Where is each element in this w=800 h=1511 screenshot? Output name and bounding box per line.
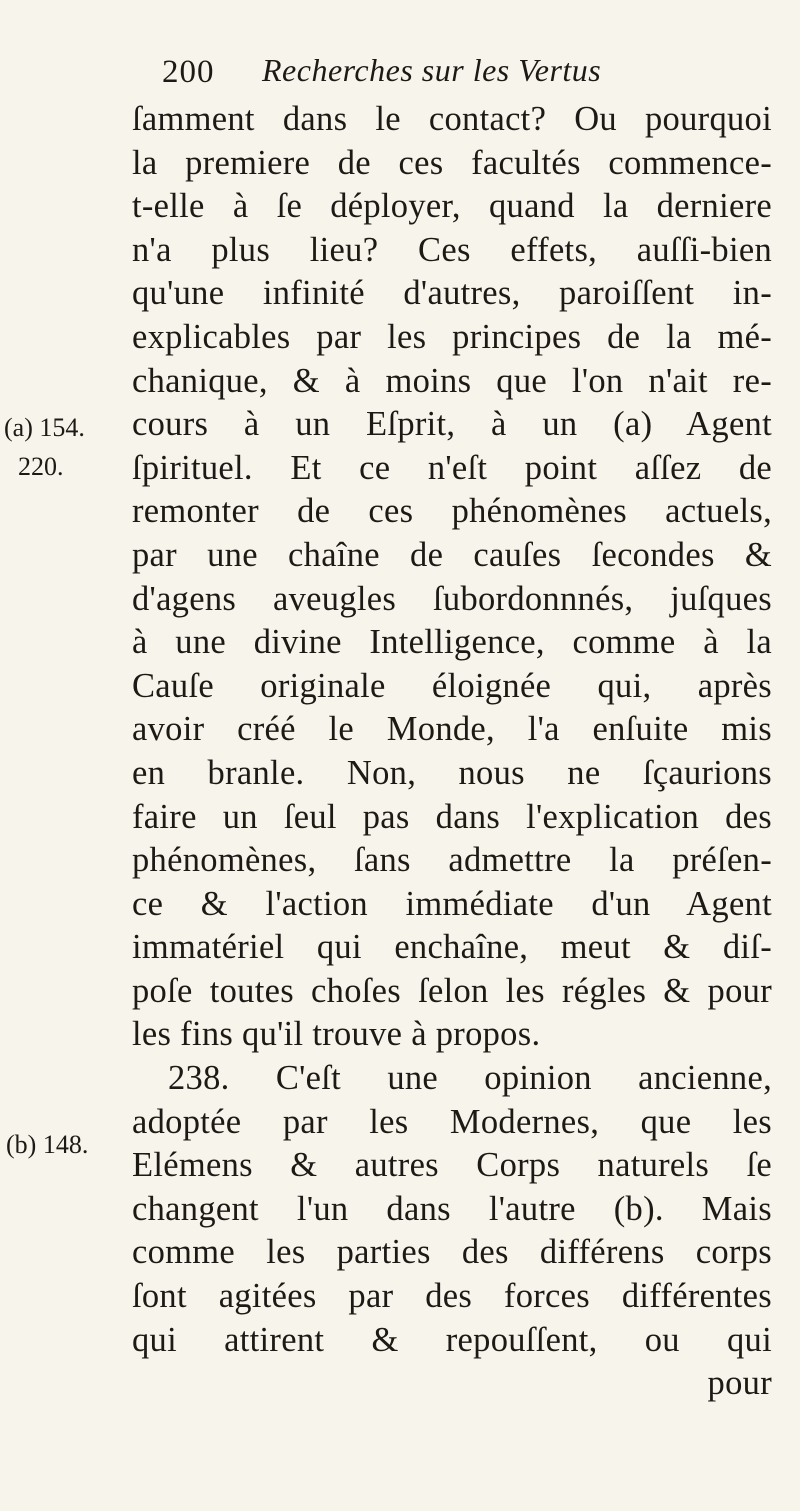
text-line: qui attirent & repouſſent, ou qui (132, 1320, 772, 1359)
text-line: Cauſe originale éloignée qui, après (132, 666, 772, 705)
text-line: changent l'un dans l'autre (b). Mais (132, 1189, 772, 1228)
text-line: qu'une infinité d'autres, paroiſſent in- (132, 274, 772, 313)
text-line: ſamment dans le contact? Ou pourquoi (132, 100, 772, 138)
text-line: t-elle à ſe déployer, quand la derniere (132, 187, 772, 226)
text-line: à une divine Intelligence, comme à la (132, 623, 772, 662)
text-line: poſe toutes choſes ſelon les régles & pour (132, 971, 772, 1010)
text-line: ce & l'action immédiate d'un Agent (132, 884, 772, 923)
text-line: explicables par les principes de la mé- (132, 317, 772, 356)
text-line: immatériel qui enchaîne, meut & diſ- (132, 928, 772, 967)
text-line: 238. C'eſt une opinion ancienne, (168, 1059, 772, 1098)
running-head (162, 52, 682, 92)
catchword: pour (707, 1364, 772, 1403)
text-line: cours à un Eſprit, à un (a) Agent (132, 405, 772, 444)
text-line: ſpirituel. Et ce n'eſt point aſſez de (132, 448, 772, 487)
text-line: chanique, & à moins que l'on n'ait re- (132, 361, 772, 400)
text-line: par une chaîne de cauſes ſecondes & (132, 535, 772, 574)
text-line: comme les parties des différens corps (132, 1233, 772, 1272)
margin-note-a: (a) 154. (4, 413, 85, 442)
text-line: n'a plus lieu? Ces effets, auſſi-bien (132, 230, 772, 269)
running-title: Recherches sur les Vertus (262, 52, 602, 88)
text-line: en branle. Non, nous ne ſçaurions (132, 753, 772, 792)
text-line: d'agens aveugles ſubordonnnés, juſques (132, 579, 772, 618)
page-number: 200 (162, 54, 215, 90)
text-line: avoir créé le Monde, l'a enſuite mis (132, 710, 772, 749)
text-line: adoptée par les Modernes, que les (132, 1102, 772, 1141)
text-line: la premiere de ces facultés commence- (132, 143, 772, 182)
text-line: ſont agitées par des forces différentes (132, 1277, 772, 1316)
text-line: faire un ſeul pas dans l'explication des (132, 797, 772, 836)
body-text (132, 98, 772, 1406)
text-line: phénomènes, ſans admettre la préſen- (132, 841, 772, 880)
margin-note-b: (b) 148. (6, 1130, 89, 1159)
text-line: Elémens & autres Corps naturels ſe (132, 1146, 772, 1185)
text-line: les fins qu'il trouve à propos. (132, 1015, 541, 1054)
text-line: remonter de ces phénomènes actuels, (132, 492, 772, 531)
margin-note-a-continued: 220. (18, 452, 64, 481)
